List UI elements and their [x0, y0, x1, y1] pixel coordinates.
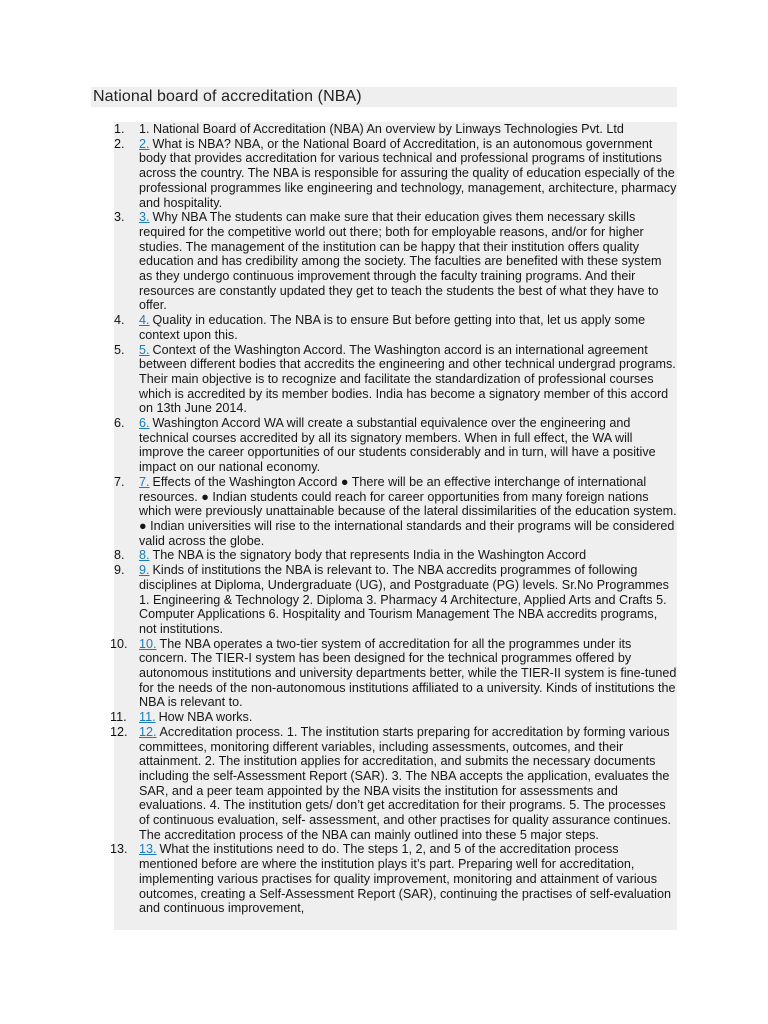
list-item-number: 11. [110, 710, 127, 725]
list-item [110, 636, 677, 711]
list-item-text: What the institutions need to do. The steps 1, 2, and 5 of the accreditation process mentioned before are where the institution plays it’s part. Preparing well for accreditation, implementing various practises for quality improvement, monitoring and attainment of various outcomes, creating a Self-Assessment Report (SAR), continuing the practises of self-evaluation and continuous improvement, [139, 842, 671, 916]
list-item-text: Washington Accord WA will create a substantial equivalence over the engineering and technical courses accredited by all its signatory members. When in full effect, the WA will improve the career opportunities of our students considerably and in turn, will have a positive impact on our national economy. [139, 416, 656, 475]
list-item-text: Context of the Washington Accord. The Washington accord is an international agreement between different bodies that accredits the engineering and other technical undergrad programs. Their main objective is to recognize and facilitate the standardization of professional courses which is accredited by its member bodies. India has become a signatory member of this accord on 13th June 2014. [139, 342, 676, 416]
slide-reference-link[interactable]: 9. [139, 563, 150, 578]
list-item-number: 8. [114, 548, 125, 563]
list-item [114, 122, 677, 137]
list-item-text: Why NBA The students can make sure that their education gives them necessary skills required for the competitive world out there; both for employable reasons, and/or for higher studies. The management of the institution can be happy that their institution offers quality education and has credibility among the society. The faculties are benefited with these system as they undergo continuous improvement through the faculty training programs. And their resources are constantly updated they get to teach the students the best of what they have to offer. [139, 210, 662, 313]
list-item-text: Effects of the Washington Accord ● There will be an effective interchange of international resources. ● Indian students could reach for career opportunities from many foreign nations which were previously unattainable because of the lateral dissimilarities of the education system. ● Indian universities will rise to the international standards and their programs will be considered valid across the globe. [139, 474, 677, 548]
list-item [114, 563, 677, 637]
list-item-text: How NBA works. [158, 710, 253, 725]
slide-reference-link[interactable]: 10. [139, 636, 157, 651]
slide-reference-link[interactable]: 2. [139, 136, 150, 151]
document-body [110, 122, 677, 930]
list-item-text: The NBA operates a two-tier system of accreditation for all the programmes under its concern. The TIER-I system has been designed for the technical programmes offered by autonomous institutions and university departments better, while the TIER-II system is fine-tuned for the needs of the non-autonomous institutions affiliated to a university. Kinds of institutions the NBA is relevant to. [139, 636, 677, 710]
list-item-number: 10. [110, 636, 128, 651]
list-item-text: What is NBA? NBA, or the National Board of Accreditation, is an autonomous government body that provides accreditation for various technical and professional programs of institutions across the country. The NBA is responsible for assuring the quality of education especially of the professional programmes like engineering and technology, management, architecture, pharmacy and hospitality. [139, 136, 677, 210]
list-item [110, 724, 677, 843]
list-item [114, 137, 677, 211]
list-item [114, 313, 677, 342]
slide-reference-link[interactable]: 3. [139, 210, 150, 225]
slide-reference-link[interactable]: 4. [139, 313, 150, 328]
slide-reference-link[interactable]: 13. [139, 842, 157, 857]
slide-reference-link[interactable]: 8. [139, 548, 150, 563]
list-item-text: The NBA is the signatory body that represents India in the Washington Accord [152, 548, 587, 563]
numbered-list [110, 122, 677, 916]
title-bar [91, 87, 677, 107]
list-item [114, 475, 677, 549]
slide-reference-link[interactable]: 7. [139, 474, 150, 489]
list-item-text: Accreditation process. 1. The institution starts preparing for accreditation by forming various committees, monitoring different variables, including assessments, outcomes, and their attainment. 2. The institution applies for accreditation, and submits the necessary documents including the self-Assessment Report (SAR). 3. The NBA accepts the application, evaluates the SAR, and a peer team appointed by the NBA visits the institution for assessments and evaluations. 4. The institution gets/ don’t get accreditation for their programs. 5. The processes of continuous evaluation, self- assessment, and other practises for quality assurance continues. The accreditation process of the NBA can mainly outlined into these 5 major steps. [139, 724, 672, 842]
list-item-number: 6. [114, 416, 125, 431]
list-item [114, 210, 677, 313]
list-item [110, 710, 677, 725]
list-item-number: 5. [114, 342, 125, 357]
list-item-number: 4. [114, 313, 125, 328]
slide-reference-link[interactable]: 6. [139, 416, 150, 431]
slide-reference-link[interactable]: 12. [139, 724, 157, 739]
list-item-text: Quality in education. The NBA is to ensure But before getting into that, let us apply some context upon this. [139, 313, 646, 342]
list-item-number: 2. [114, 136, 125, 151]
list-item-text: Kinds of institutions the NBA is relevant to. The NBA accredits programmes of following disciplines at Diploma, Undergraduate (UG), and Postgraduate (PG) levels. Sr.No Programmes 1. Engineering & Technology 2. Diploma 3. Pharmacy 4 Architecture, Applied Arts and Crafts 5. Computer Applications 6. Hospitality and Tourism Management The NBA accredits programs, not institutions. [139, 563, 669, 636]
slide-reference-link[interactable]: 5. [139, 342, 150, 357]
list-item-number: 1. [114, 122, 125, 136]
slide-reference-link[interactable]: 11. [139, 710, 156, 725]
list-item [110, 842, 677, 916]
list-item-number: 13. [110, 842, 128, 857]
list-item-number: 3. [114, 210, 125, 225]
list-item-number: 12. [110, 724, 128, 739]
list-item [114, 343, 677, 417]
list-item-text: 1. National Board of Accreditation (NBA) An overview by Linways Technologies Pvt. Ltd [139, 122, 624, 136]
list-item-number: 9. [114, 563, 125, 578]
list-item [114, 416, 677, 475]
list-item-number: 7. [114, 474, 125, 489]
list-item [114, 548, 677, 563]
page-title: National board of accreditation (NBA) [93, 88, 362, 105]
